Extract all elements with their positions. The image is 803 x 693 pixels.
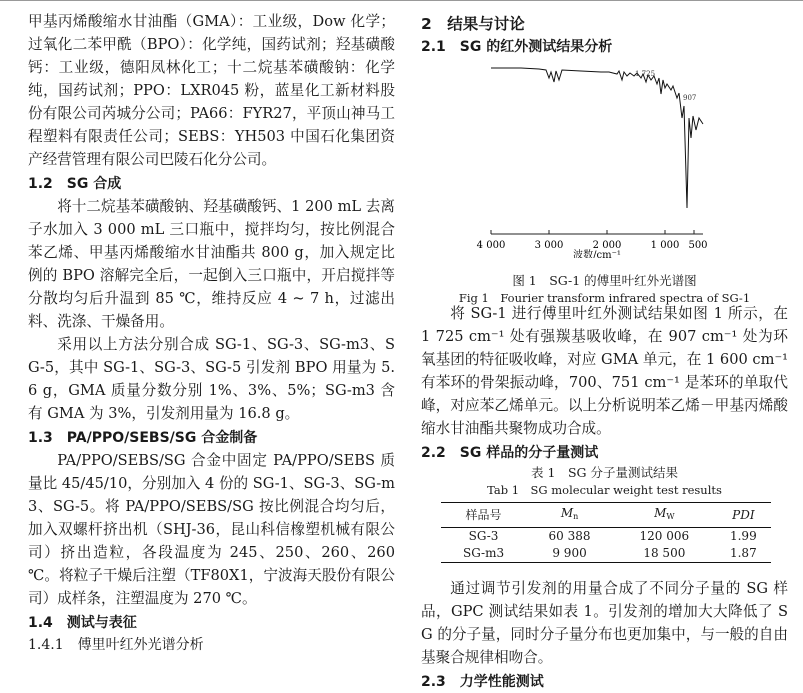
header-mw: $M_W$ [613, 503, 716, 528]
table-row [441, 545, 771, 563]
spectrum-trace [491, 68, 703, 208]
x-tick-label: 1 000 [650, 240, 680, 251]
synthesis-paragraph-2: 采用以上方法分别合成 SG-1、SG-3、SG-m3、SG-5，其中 SG-1、SG-3、SG-5 引发剂 BPO 用量为 5.6 g，GMA 质量分数分别 1%、3%、5%；SG-m3 含有 GMA 为 3%，引发剂用量为 16.8 g。 [28, 336, 395, 422]
x-tick-label: 500 [688, 240, 708, 251]
section-heading-1-2: 1.2 SG 合成 [28, 176, 122, 192]
gpc-paragraph: 通过调节引发剂的用量合成了不同分子量的 SG 样品，GPC 测试结果如表 1。引发剂的增加大大降低了 SG 的分子量，同时分子量分布也更加集中，与一般的自由基聚合规律相吻合。 [421, 580, 788, 666]
figure-caption-cn: 图 1 SG-1 的傅里叶红外光谱图 [512, 273, 697, 288]
section-heading-2-3: 2.3 力学性能测试 [421, 674, 544, 690]
x-tick-label: 4 000 [476, 240, 506, 251]
materials-paragraph: 甲基丙烯酸缩水甘油酯（GMA）：工业级，Dow 化学；过氧化二苯甲酰（BPO）：化学纯，国药试剂；羟基磺酸钙：工业级，德阳凤林化工；十二烷基苯磺酸钠：化学纯，国药试剂；PPO：LXR045 粉，蓝星化工新材料股份有限公司芮城分公司；PA66：FYR27，平顶山神马工程塑料有限责任公司；SEBS：YH503 中国石化集团资产经营管理有限公司巴陵石化分公司。 [28, 13, 395, 168]
table-caption-en: Tab 1 SG molecular weight test results [487, 483, 722, 497]
cell-sample: SG-3 [468, 529, 499, 543]
cell-sample: SG-m3 [441, 545, 526, 563]
x-tick-label: 3 000 [534, 240, 564, 251]
table-caption-cn: 表 1 SG 分子量测试结果 [531, 465, 678, 480]
molecular-weight-table [441, 502, 771, 563]
x-axis-label: 波数/cm⁻¹ [573, 250, 621, 258]
cell-pdi: 1.99 [729, 529, 757, 543]
section-heading-1-4: 1.4 测试与表征 [28, 615, 137, 631]
cell-mn: 9 900 [526, 545, 613, 563]
section-heading-2: 2 结果与讨论 [421, 15, 525, 33]
cell-pdi: 1.87 [716, 545, 771, 563]
section-heading-2-1: 2.1 SG 的红外测试结果分析 [421, 39, 613, 55]
section-heading-1-4-1: 1.4.1 傅里叶红外光谱分析 [28, 637, 204, 653]
ir-paragraph: 将 SG-1 进行傅里叶红外测试结果如图 1 所示，在 1 725 cm⁻¹ 处有强羰基吸收峰，在 907 cm⁻¹ 处为环氧基团的特征吸收峰，对应 GMA 单元，在 1 600 cm⁻¹ 有苯环的骨架振动峰，700、751 cm⁻¹ 是苯环的单取代峰，对应苯乙烯单元。以上分析说明苯乙烯－甲基丙烯酸缩水甘油酯共聚物成功合成。 [421, 305, 788, 437]
section-heading-2-2: 2.2 SG 样品的分子量测试 [421, 445, 599, 461]
peak-label-1725: 1 725 [635, 70, 656, 78]
right-column [421, 12, 788, 693]
section-heading-1-3: 1.3 PA/PPO/SEBS/SG 合金制备 [28, 430, 258, 446]
header-pdi: PDI [716, 503, 771, 528]
cell-mw: 120 006 [639, 529, 690, 543]
ir-spectrum-plot [421, 58, 788, 258]
peak-label-907: 907 [683, 94, 697, 102]
table-row [441, 528, 771, 546]
alloy-paragraph: PA/PPO/SEBS/SG 合金中固定 PA/PPO/SEBS 质量比 45/45/10，分别加入 4 份的 SG-1、SG-3、SG-m3、SG-5。将 PA/PPO/SEBS/SG 按比例混合均匀后，加入双螺杆挤出机（SHJ-36，昆山科信橡塑机械有限公司）挤出造粒，各段温度为 245、250、260、260 ℃。将粒子干燥后注塑（TF80X1，宁波海天股份有限公司）成样条，注塑温度为 270 ℃。 [28, 452, 395, 607]
cell-mw: 18 500 [613, 545, 716, 563]
figure-caption-en: Fig 1 Fourier transform infrared spectra of SG-1 [458, 291, 751, 305]
header-sample: 样品号 [441, 503, 526, 528]
left-column [28, 10, 395, 656]
table-header-row [441, 503, 771, 528]
cell-mn: 60 388 [548, 529, 591, 543]
ir-figure [421, 58, 788, 305]
top-rule [0, 0, 803, 1]
header-mn: $M_n$ [526, 503, 613, 528]
synthesis-paragraph-1: 将十二烷基苯磺酸钠、羟基磺酸钙、1 200 mL 去离子水加入 3 000 mL 三口瓶中，搅拌均匀，按比例混合苯乙烯、甲基丙烯酸缩水甘油酯共 800 g，加入规定比例的 BPO 溶解完全后，一起倒入三口瓶中，开启搅拌等分散均匀后升温到 85 ℃，维持反应 4 ~ 7 h，过滤出料、洗涤、干燥备用。 [28, 198, 395, 330]
x-tick-label: 2 000 [592, 240, 622, 251]
